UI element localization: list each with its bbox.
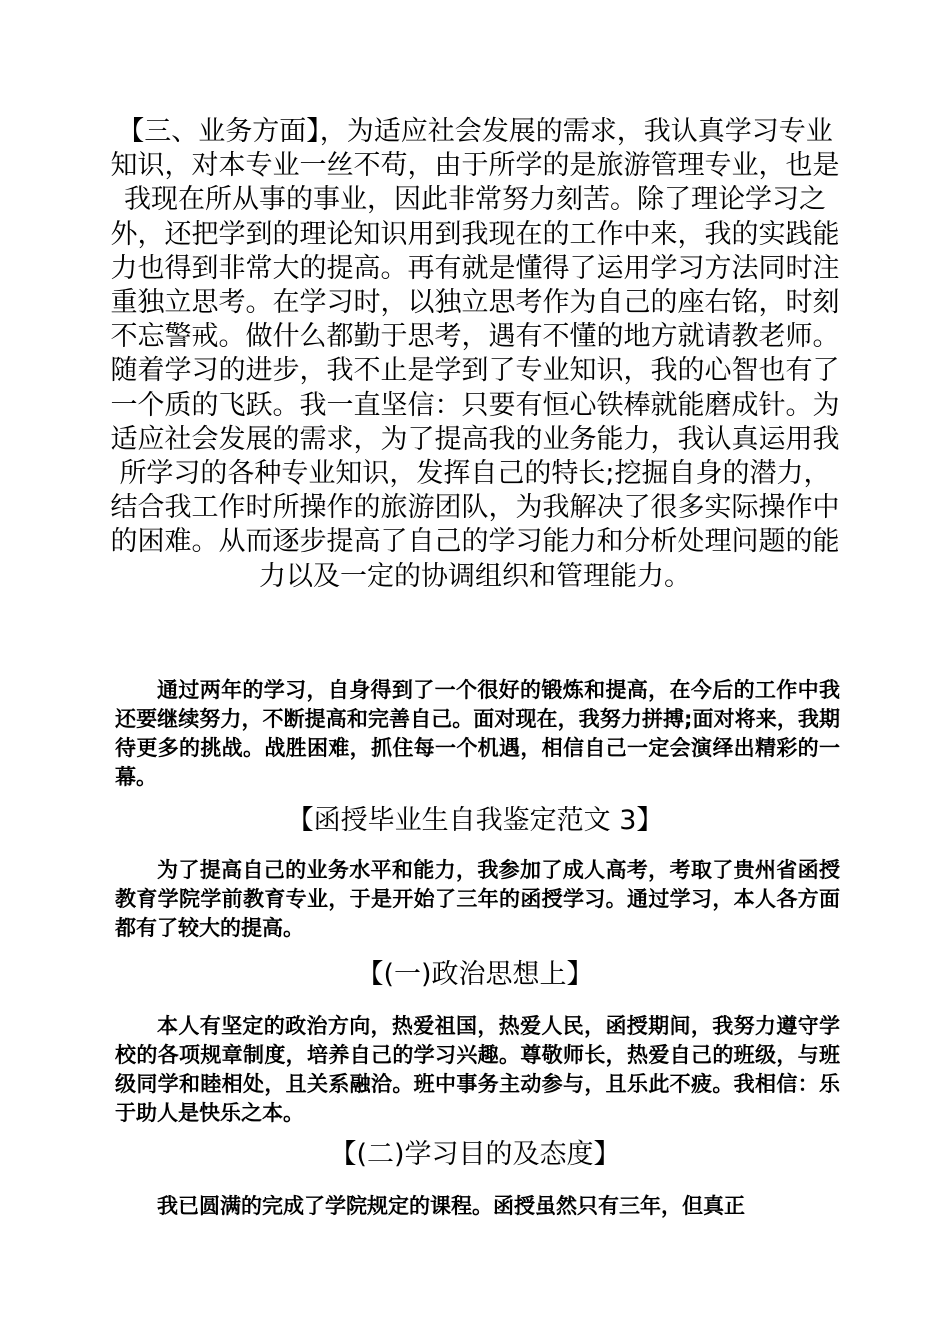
- business-paragraph: 【三、业务方面】，为适应社会发展的需求，我认真学习专业知识，对本专业一丝不苟，由于所学的是旅游管理专业，也是我现在所从事的事业，因此非常努力刻苦。除了理论学习之外，还把学到的理论知识用到我现在的工作中来，我的实践能力也得到非常大的提高。再有就是懂得了运用学习方法同时注重独立思考。在学习时，以独立思考作为自己的座右铭，时刻不忘警戒。做什么都勤于思考，遇有不懂的地方就请教老师。随着学习的进步，我不止是学到了专业知识，我的心智也有了一个质的飞跃。我一直坚信：只要有恒心铁棒就能磨成针。为适应社会发展的需求，为了提高我的业务能力，我认真运用我所学习的各种专业知识，发挥自己的特长;挖掘自身的潜力，结合我工作时所操作的旅游团队，为我解决了很多实际操作中的困难。从而逐步提高了自己的学习能力和分析处理问题的能力以及一定的协调组织和管理能力。: [110, 116, 840, 592]
- politics-paragraph: 本人有坚定的政治方向，热爱祖国，热爱人民，函授期间，我努力遵守学校的各项规章制度，培养自己的学习兴趣。尊敬师长，热爱自己的班级，与班级同学和睦相处，且关系融洽。班中事务主动参与，且乐此不疲。我相信：乐于助人是快乐之本。: [115, 1014, 840, 1125]
- summary-paragraph: 通过两年的学习，自身得到了一个很好的锻炼和提高，在今后的工作中我还要继续努力，不断提高和完善自己。面对现在，我努力拼搏;面对将来，我期待更多的挑战。战胜困难，抓住每一个机遇，相信自己一定会演绎出精彩的一幕。: [115, 678, 840, 789]
- study-paragraph: 我已圆满的完成了学院规定的课程。函授虽然只有三年，但真正: [157, 1194, 745, 1218]
- study-heading: 【(二)学习目的及态度】: [329, 1139, 621, 1170]
- intro-paragraph: 为了提高自己的业务水平和能力，我参加了成人高考，考取了贵州省函授教育学院学前教育专业，于是开始了三年的函授学习。通过学习，本人各方面都有了较大的提高。: [115, 858, 840, 940]
- sample3-heading: 【函授毕业生自我鉴定范文 3】: [286, 805, 664, 836]
- politics-heading: 【(一)政治思想上】: [356, 959, 594, 990]
